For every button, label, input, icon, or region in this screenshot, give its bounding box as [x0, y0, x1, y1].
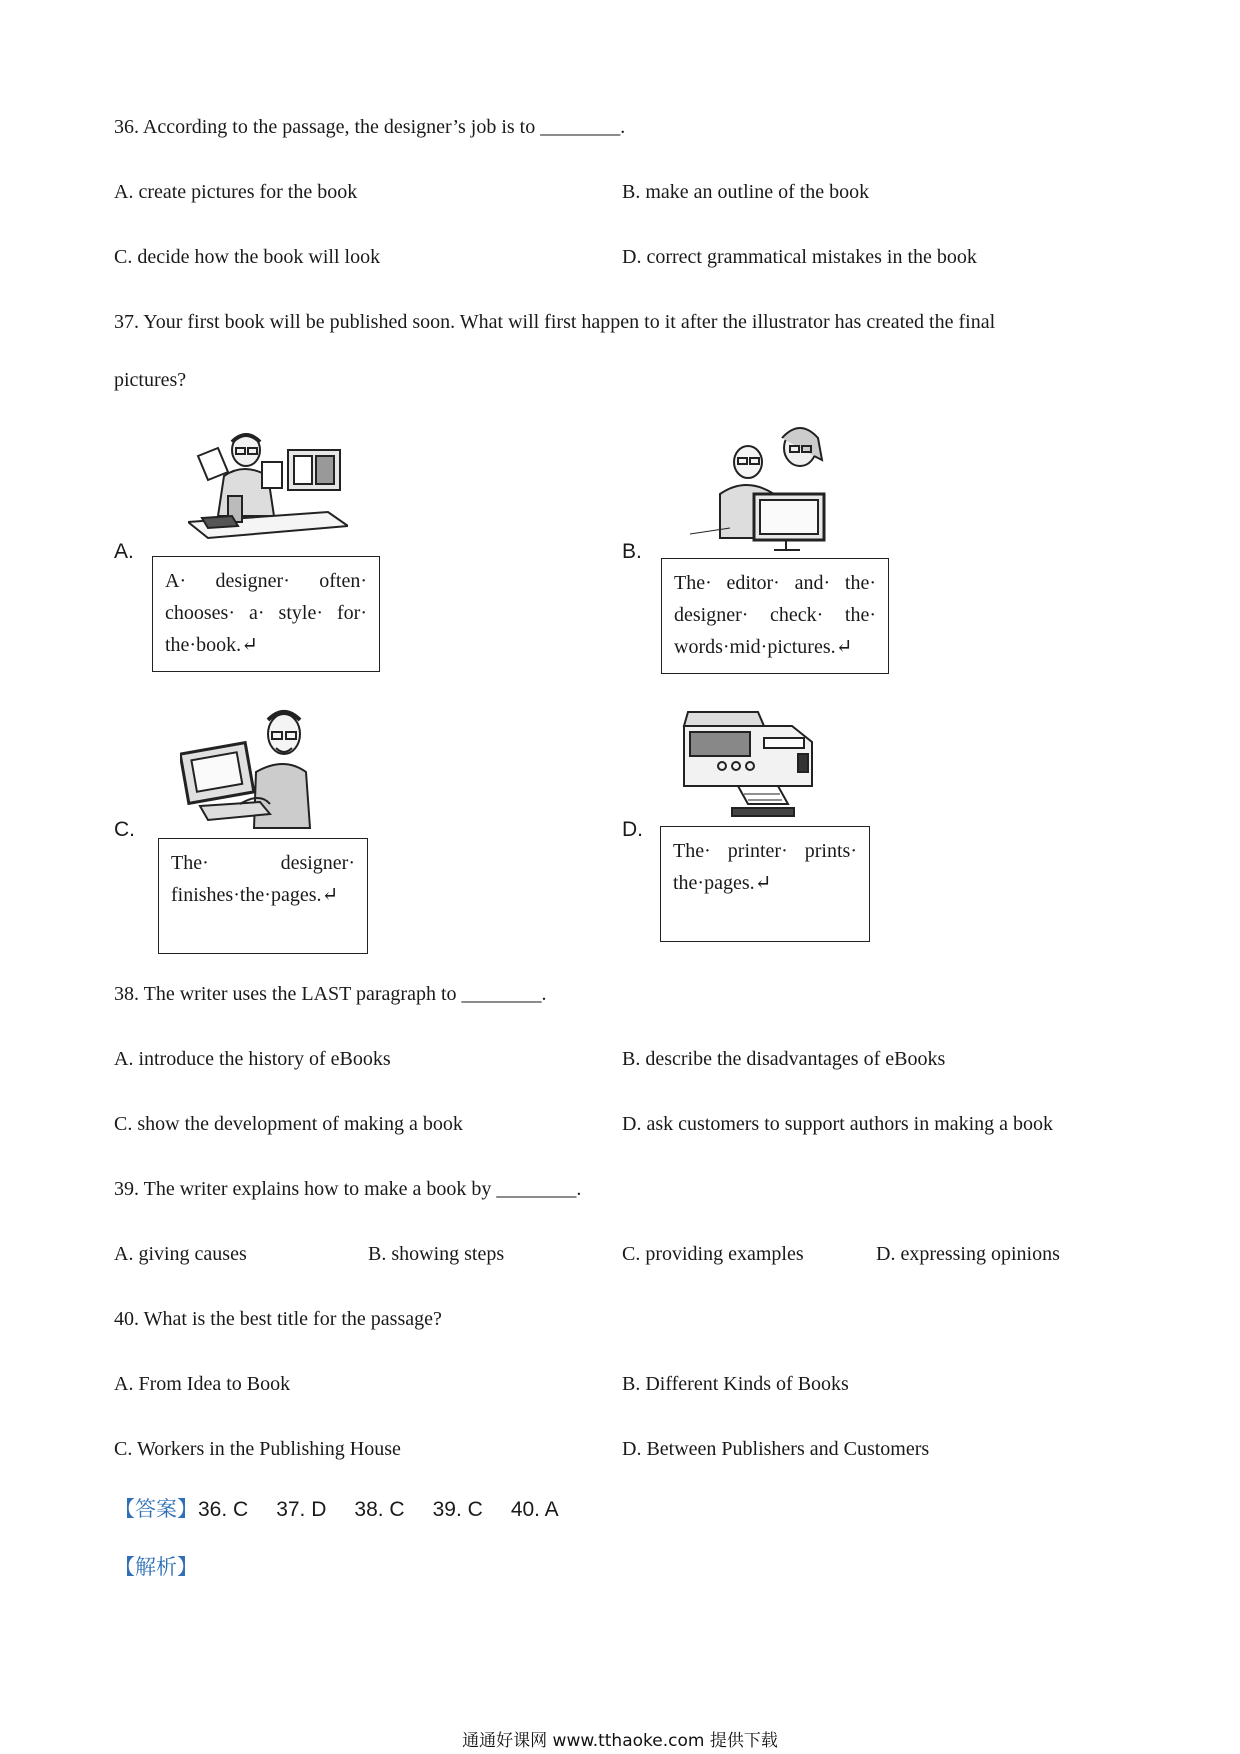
printer-machine-illustration	[678, 708, 830, 820]
q40-option-b: B. Different Kinds of Books	[622, 1373, 849, 1395]
answer-item: 38. C	[354, 1498, 405, 1521]
page-footer: 通通好课网 www.tthaoke.com 提供下载	[462, 1731, 778, 1751]
analysis-label: 【解析】	[114, 1555, 198, 1579]
q38-option-a: A. introduce the history of eBooks	[114, 1048, 391, 1070]
q37-option-d-caption: The· printer· prints· the·pages.↵	[660, 826, 870, 942]
q40-option-c: C. Workers in the Publishing House	[114, 1438, 401, 1460]
designer-at-desk-illustration	[188, 426, 348, 544]
answer-item: 39. C	[432, 1498, 483, 1521]
q36-option-c: C. decide how the book will look	[114, 246, 381, 268]
answer-item: 36. C	[198, 1498, 249, 1521]
q36-option-a: A. create pictures for the book	[114, 181, 358, 203]
q39-stem: 39. The writer explains how to make a book by ________.	[114, 1178, 582, 1200]
q37-option-c-caption: The· designer· finishes·the·pages.↵	[158, 838, 368, 954]
q37-option-c-letter: C.	[114, 818, 135, 841]
q38-option-b: B. describe the disadvantages of eBooks	[622, 1048, 946, 1070]
q39-option-c: C. providing examples	[622, 1243, 804, 1265]
q38-stem: 38. The writer uses the LAST paragraph to ________.	[114, 983, 547, 1005]
q37-option-a-caption: A· designer· often· chooses· a· style· for· the·book.↵	[152, 556, 380, 672]
q37-stem-line1: 37. Your first book will be published soon. What will first happen to it after the illustrator has created the final	[114, 311, 996, 333]
q38-option-c: C. show the development of making a book	[114, 1113, 463, 1135]
q39-option-a: A. giving causes	[114, 1243, 247, 1265]
q36-option-d: D. correct grammatical mistakes in the book	[622, 246, 977, 268]
q39-option-b: B. showing steps	[368, 1243, 505, 1265]
answer-item: 40. A	[510, 1498, 559, 1521]
q40-stem: 40. What is the best title for the passage?	[114, 1308, 442, 1330]
q37-stem-line2: pictures?	[114, 369, 187, 391]
answer-label: 【答案】	[114, 1497, 198, 1521]
q37-option-b-letter: B.	[622, 540, 642, 563]
editor-and-designer-illustration	[690, 424, 842, 554]
answer-item: 37. D	[276, 1498, 327, 1521]
q36-option-b: B. make an outline of the book	[622, 181, 870, 203]
q38-option-d: D. ask customers to support authors in making a book	[622, 1113, 1054, 1135]
q37-option-b-caption: The· editor· and· the· designer· check· the· words·mid·pictures.↵	[661, 558, 889, 674]
q37-option-a-letter: A.	[114, 540, 134, 563]
answer-key	[114, 1493, 559, 1523]
q36-stem: 36. According to the passage, the designer’s job is to ________.	[114, 116, 626, 138]
q40-option-d: D. Between Publishers and Customers	[622, 1438, 930, 1460]
q37-option-d-letter: D.	[622, 818, 643, 841]
designer-at-computer-illustration	[180, 706, 330, 832]
q40-option-a: A. From Idea to Book	[114, 1373, 291, 1395]
q39-option-d: D. expressing opinions	[876, 1243, 1060, 1265]
